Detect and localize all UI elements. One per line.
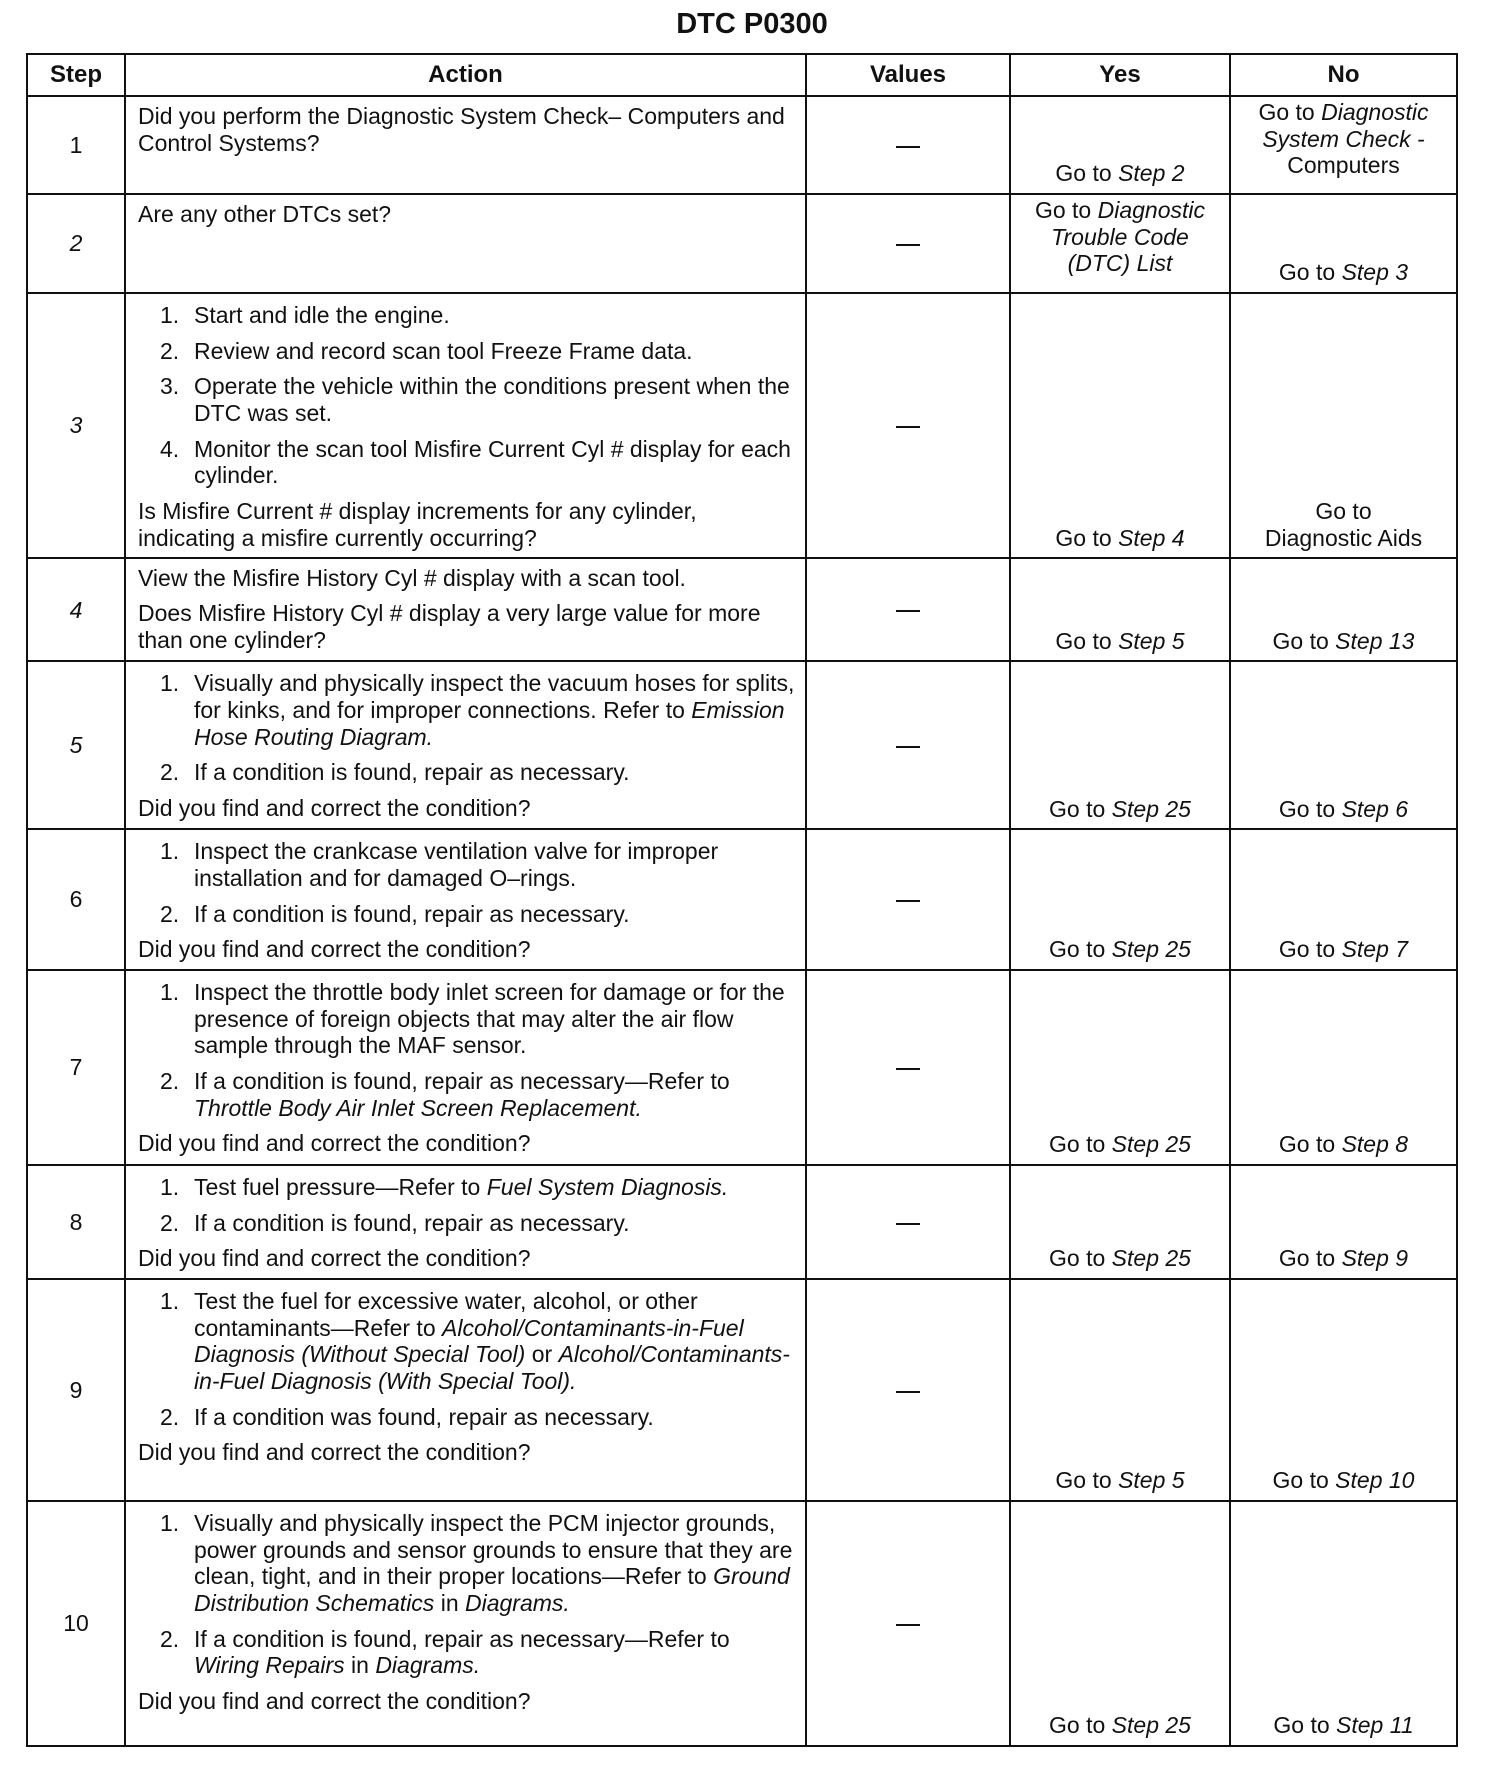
values-cell (806, 1165, 1010, 1279)
list-item: 2. If a condition is found, repair as necessary. (160, 1209, 630, 1236)
step-number: 8 (27, 1165, 125, 1279)
action-cell (125, 194, 806, 293)
no-cell (1230, 1165, 1457, 1279)
yes-cell (1010, 194, 1230, 293)
dash-mark (896, 610, 920, 612)
dash-mark (896, 146, 920, 148)
no-link[interactable]: Step 6 (1341, 795, 1409, 822)
reference-link[interactable]: Emission Hose Routing Diagram. (194, 697, 785, 750)
values-cell (806, 96, 1010, 194)
yes-prefix: Go to (1055, 160, 1119, 187)
values-cell (806, 1501, 1010, 1746)
action-list (138, 1288, 795, 1430)
no-suffix: Computers (1287, 152, 1400, 179)
yes-link[interactable]: Step 25 (1111, 1245, 1191, 1272)
list-item: 1. Inspect the throttle body inlet screen for damage or for the presence of foreign objects that may alter the air flow sample through the MAF sensor. (160, 979, 785, 1059)
dash-mark (896, 746, 920, 748)
action-question: Did you find and correct the condition? (138, 795, 531, 822)
dtc-table (26, 53, 1458, 1747)
yes-cell (1010, 970, 1230, 1165)
action-list (138, 1510, 795, 1679)
action-list (138, 1174, 795, 1236)
values-cell (806, 661, 1010, 829)
yes-prefix: Go to (1049, 936, 1112, 963)
no-link[interactable]: Step 3 (1341, 259, 1409, 286)
action-list (138, 838, 795, 927)
no-link[interactable]: Step 8 (1341, 1131, 1409, 1158)
yes-prefix: Go to (1055, 627, 1119, 654)
col-header-step: Step (27, 54, 125, 96)
action-cell (125, 829, 806, 970)
col-header-no: No (1230, 54, 1457, 96)
step-number: 4 (27, 558, 125, 661)
no-cell (1230, 829, 1457, 970)
list-item: 1. Start and idle the engine. (160, 302, 450, 328)
yes-prefix: Go to (1049, 1245, 1112, 1272)
no-cell (1230, 661, 1457, 829)
yes-prefix: Go to (1055, 524, 1119, 551)
reference-link[interactable]: Diagrams. (465, 1590, 570, 1617)
yes-link[interactable]: Step 25 (1111, 936, 1191, 963)
no-link[interactable]: Step 7 (1341, 936, 1409, 963)
no-prefix: Go to (1272, 627, 1336, 654)
yes-cell (1010, 661, 1230, 829)
yes-cell (1010, 1165, 1230, 1279)
yes-link[interactable]: Step 4 (1118, 524, 1185, 551)
yes-prefix: Go to (1049, 795, 1112, 822)
yes-prefix: Go to (1049, 1131, 1112, 1158)
col-header-values: Values (806, 54, 1010, 96)
action-question: Did you find and correct the condition? (138, 1688, 531, 1715)
no-prefix: Go to (1258, 99, 1322, 125)
values-cell (806, 970, 1010, 1165)
yes-link[interactable]: Step 5 (1118, 627, 1185, 654)
step-number: 2 (27, 194, 125, 293)
dash-mark (896, 244, 920, 246)
table-row (27, 558, 1457, 661)
action-question: Is Misfire Current # display increments for any cylinder, indicating a misfire currently occurring? (138, 498, 697, 551)
list-item: 2. If a condition is found, repair as necessary. (160, 900, 630, 927)
action-cell (125, 970, 806, 1165)
table-row (27, 293, 1457, 558)
no-prefix: Go to (1278, 1245, 1342, 1272)
action-cell (125, 1279, 806, 1501)
dash-mark (896, 1624, 920, 1626)
list-item: 2. If a condition is found, repair as necessary. (160, 759, 630, 786)
no-link[interactable]: Step 13 (1335, 627, 1415, 654)
yes-cell (1010, 1501, 1230, 1746)
reference-link[interactable]: Alcohol/Contaminants-in-Fuel Diagnosis (Without Special Tool) (194, 1314, 744, 1368)
table-row (27, 829, 1457, 970)
no-prefix: Go to (1278, 1131, 1342, 1158)
action-cell (125, 293, 806, 558)
step-number: 9 (27, 1279, 125, 1501)
list-item: 2. Review and record scan tool Freeze Frame data. (160, 337, 693, 364)
table-row (27, 1165, 1457, 1279)
action-cell (125, 661, 806, 829)
yes-link[interactable]: Step 25 (1111, 795, 1191, 822)
list-item: 2. If a condition was found, repair as necessary. (160, 1403, 654, 1430)
yes-link[interactable]: Step 2 (1118, 160, 1185, 187)
yes-cell (1010, 1279, 1230, 1501)
step-number: 10 (27, 1501, 125, 1746)
yes-cell (1010, 829, 1230, 970)
list-item: 1. Test fuel pressure—Refer to Fuel System Diagnosis. (160, 1174, 729, 1201)
values-cell (806, 1279, 1010, 1501)
reference-link[interactable]: Fuel System Diagnosis. (486, 1174, 729, 1201)
list-item: 1. Inspect the crankcase ventilation valve for improper installation and for damaged O–rings. (160, 838, 719, 892)
no-cell (1230, 558, 1457, 661)
no-cell (1230, 293, 1457, 558)
action-list (138, 979, 795, 1121)
no-cell (1230, 194, 1457, 293)
yes-link[interactable]: Diagnostic Trouble Code (DTC) List (1051, 197, 1206, 277)
yes-prefix: Go to (1034, 197, 1098, 223)
step-number: 7 (27, 970, 125, 1165)
dash-mark (896, 1223, 920, 1225)
action-question: Did you find and correct the condition? (138, 936, 531, 963)
table-row (27, 970, 1457, 1165)
no-prefix: Go to (1315, 498, 1372, 525)
reference-link[interactable]: Ground Distribution Schematics (194, 1563, 790, 1617)
dash-mark (896, 1068, 920, 1070)
action-list (138, 302, 795, 489)
table-row (27, 1501, 1457, 1746)
yes-cell (1010, 96, 1230, 194)
page-title: DTC P0300 (676, 8, 828, 40)
dash-mark (896, 900, 920, 902)
step-number: 5 (27, 661, 125, 829)
yes-prefix: Go to (1049, 1712, 1112, 1739)
list-item: 1. Visually and physically inspect the PCM injector grounds, power grounds and sensor grounds to ensure that they are clean, tight, and in their proper locations—Refer to Ground Distribution Schematics in Diagrams. (160, 1510, 793, 1617)
action-cell (125, 558, 806, 661)
action-question: Did you find and correct the condition? (138, 1439, 531, 1466)
action-list (138, 670, 795, 786)
values-cell (806, 293, 1010, 558)
action-cell (125, 1165, 806, 1279)
table-row (27, 194, 1457, 293)
values-cell (806, 194, 1010, 293)
col-header-yes: Yes (1010, 54, 1230, 96)
action-question: Does Misfire History Cyl # display a very large value for more than one cylinder? (138, 600, 761, 653)
action-text: Are any other DTCs set? (138, 201, 392, 227)
yes-prefix: Go to (1055, 1467, 1119, 1494)
no-prefix: Go to (1278, 795, 1342, 822)
list-item: 1. Visually and physically inspect the vacuum hoses for splits, for kinks, and for improper connections. Refer to Emission Hose Routing Diagram. (160, 670, 795, 750)
list-item: 4. Monitor the scan tool Misfire Current Cyl # display for each cylinder. (160, 435, 791, 489)
yes-cell (1010, 558, 1230, 661)
col-header-action: Action (125, 54, 806, 96)
no-cell (1230, 1279, 1457, 1501)
no-link[interactable]: Diagnostic System Check - (1262, 99, 1429, 152)
list-item: 1. Test the fuel for excessive water, alcohol, or other contaminants—Refer to Alcohol/Contaminants-in-Fuel Diagnosis (Without Special Tool) or Alcohol/Contaminants-in-Fuel Diagnosis (With Special Tool). (160, 1288, 790, 1395)
table-row (27, 661, 1457, 829)
list-item: 2. If a condition is found, repair as necessary—Refer to Throttle Body Air Inlet Screen Replacement. (160, 1068, 730, 1121)
reference-link[interactable]: Throttle Body Air Inlet Screen Replacement. (194, 1094, 642, 1121)
no-link[interactable]: Step 9 (1341, 1245, 1409, 1272)
values-cell (806, 829, 1010, 970)
action-question: Did you find and correct the condition? (138, 1130, 531, 1157)
action-text: View the Misfire History Cyl # display with a scan tool. (138, 565, 686, 592)
yes-link[interactable]: Step 5 (1118, 1467, 1185, 1494)
reference-link[interactable]: Alcohol/Contaminants-in-Fuel Diagnosis (With Special Tool). (194, 1341, 790, 1395)
no-cell (1230, 1501, 1457, 1746)
list-item: 2. If a condition is found, repair as necessary—Refer to Wiring Repairs in Diagrams. (160, 1625, 730, 1679)
values-cell (806, 558, 1010, 661)
action-text: Did you perform the Diagnostic System Check– Computers and Control Systems? (138, 103, 785, 156)
no-prefix: Go to (1272, 1467, 1336, 1494)
no-cell (1230, 96, 1457, 194)
no-link[interactable]: Step 11 (1336, 1712, 1414, 1739)
reference-link[interactable]: Wiring Repairs (194, 1652, 345, 1679)
step-number: 3 (27, 293, 125, 558)
header-row (27, 54, 1457, 96)
no-link[interactable]: Diagnostic Aids (1264, 524, 1423, 551)
no-prefix: Go to (1278, 259, 1342, 286)
no-prefix: Go to (1273, 1712, 1337, 1739)
yes-link[interactable]: Step 25 (1111, 1712, 1191, 1739)
no-link[interactable]: Step 10 (1335, 1467, 1415, 1494)
reference-link[interactable]: Diagrams. (375, 1652, 481, 1679)
action-cell (125, 1501, 806, 1746)
step-number: 1 (27, 96, 125, 194)
step-number: 6 (27, 829, 125, 970)
action-question: Did you find and correct the condition? (138, 1245, 531, 1272)
table-row (27, 96, 1457, 194)
no-prefix: Go to (1278, 936, 1342, 963)
yes-cell (1010, 293, 1230, 558)
dash-mark (896, 1391, 920, 1393)
dash-mark (896, 426, 920, 428)
table-row (27, 1279, 1457, 1501)
list-item: 3. Operate the vehicle within the conditions present when the DTC was set. (160, 373, 790, 427)
action-cell (125, 96, 806, 194)
no-cell (1230, 970, 1457, 1165)
yes-link[interactable]: Step 25 (1111, 1131, 1191, 1158)
